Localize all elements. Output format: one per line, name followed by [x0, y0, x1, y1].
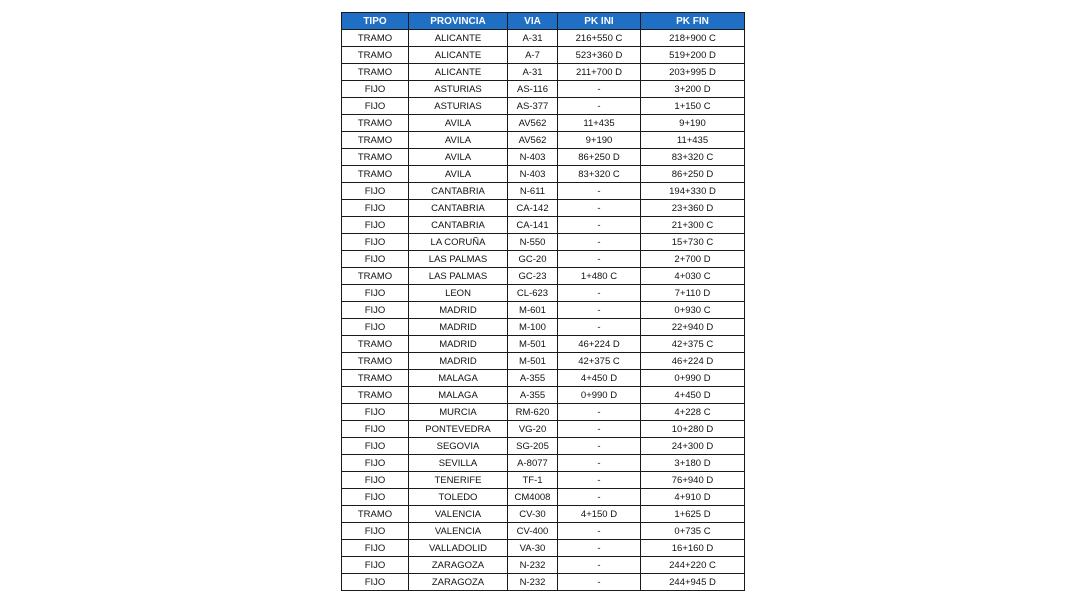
- cell-via: M-100: [508, 319, 558, 336]
- table-row: [342, 251, 745, 268]
- cell-tipo: FIJO: [342, 217, 409, 234]
- cell-pk-fin: 194+330 D: [641, 183, 745, 200]
- cell-provincia: MADRID: [409, 319, 508, 336]
- cell-via: AS-377: [508, 98, 558, 115]
- cell-tipo: FIJO: [342, 302, 409, 319]
- cell-via: CA-142: [508, 200, 558, 217]
- cell-via: M-501: [508, 336, 558, 353]
- cell-pk-ini: -: [558, 472, 641, 489]
- cell-via: CV-400: [508, 523, 558, 540]
- cell-tipo: FIJO: [342, 574, 409, 591]
- table-row: [342, 200, 745, 217]
- cell-tipo: TRAMO: [342, 387, 409, 404]
- table-row: [342, 523, 745, 540]
- cell-tipo: FIJO: [342, 523, 409, 540]
- cell-via: VA-30: [508, 540, 558, 557]
- cell-provincia: SEVILLA: [409, 455, 508, 472]
- cell-pk-ini: 46+224 D: [558, 336, 641, 353]
- cell-tipo: FIJO: [342, 285, 409, 302]
- cell-pk-fin: 15+730 C: [641, 234, 745, 251]
- header-pk-fin: PK FIN: [641, 13, 745, 30]
- table-row: [342, 98, 745, 115]
- cell-pk-ini: 11+435: [558, 115, 641, 132]
- cell-pk-ini: 42+375 C: [558, 353, 641, 370]
- cell-provincia: CANTABRIA: [409, 217, 508, 234]
- cell-tipo: FIJO: [342, 234, 409, 251]
- table-row: [342, 336, 745, 353]
- cell-via: A-31: [508, 30, 558, 47]
- cell-pk-ini: -: [558, 200, 641, 217]
- cell-provincia: SEGOVIA: [409, 438, 508, 455]
- cell-provincia: MADRID: [409, 336, 508, 353]
- cell-tipo: TRAMO: [342, 64, 409, 81]
- cell-pk-fin: 0+930 C: [641, 302, 745, 319]
- cell-tipo: TRAMO: [342, 370, 409, 387]
- cell-via: M-601: [508, 302, 558, 319]
- cell-pk-fin: 1+150 C: [641, 98, 745, 115]
- cell-pk-fin: 3+180 D: [641, 455, 745, 472]
- cell-pk-fin: 244+220 C: [641, 557, 745, 574]
- cell-via: CM4008: [508, 489, 558, 506]
- cell-via: A-355: [508, 370, 558, 387]
- radar-table: [341, 12, 745, 591]
- cell-provincia: LA CORUÑA: [409, 234, 508, 251]
- cell-via: AV562: [508, 132, 558, 149]
- cell-pk-fin: 86+250 D: [641, 166, 745, 183]
- cell-pk-ini: -: [558, 540, 641, 557]
- cell-tipo: FIJO: [342, 319, 409, 336]
- table-row: [342, 183, 745, 200]
- cell-provincia: VALLADOLID: [409, 540, 508, 557]
- cell-tipo: TRAMO: [342, 30, 409, 47]
- cell-pk-fin: 4+228 C: [641, 404, 745, 421]
- cell-tipo: FIJO: [342, 404, 409, 421]
- cell-pk-ini: -: [558, 319, 641, 336]
- cell-pk-fin: 244+945 D: [641, 574, 745, 591]
- cell-pk-ini: -: [558, 81, 641, 98]
- cell-pk-ini: 211+700 D: [558, 64, 641, 81]
- cell-via: CV-30: [508, 506, 558, 523]
- cell-provincia: ALICANTE: [409, 30, 508, 47]
- cell-pk-fin: 10+280 D: [641, 421, 745, 438]
- table-row: [342, 268, 745, 285]
- cell-pk-ini: -: [558, 421, 641, 438]
- cell-pk-fin: 23+360 D: [641, 200, 745, 217]
- table-row: [342, 489, 745, 506]
- cell-tipo: FIJO: [342, 540, 409, 557]
- cell-pk-fin: 1+625 D: [641, 506, 745, 523]
- table-row: [342, 353, 745, 370]
- cell-pk-fin: 2+700 D: [641, 251, 745, 268]
- table-row: [342, 387, 745, 404]
- cell-tipo: FIJO: [342, 81, 409, 98]
- header-tipo: TIPO: [342, 13, 409, 30]
- cell-via: RM-620: [508, 404, 558, 421]
- table-row: [342, 166, 745, 183]
- cell-pk-ini: -: [558, 404, 641, 421]
- cell-provincia: CANTABRIA: [409, 183, 508, 200]
- cell-tipo: TRAMO: [342, 353, 409, 370]
- cell-pk-fin: 16+160 D: [641, 540, 745, 557]
- table-row: [342, 370, 745, 387]
- cell-pk-ini: 4+450 D: [558, 370, 641, 387]
- cell-tipo: FIJO: [342, 200, 409, 217]
- table-header-row: [342, 13, 745, 30]
- table-row: [342, 302, 745, 319]
- cell-provincia: MALAGA: [409, 387, 508, 404]
- cell-via: AS-116: [508, 81, 558, 98]
- table-body: [342, 30, 745, 591]
- cell-pk-ini: -: [558, 557, 641, 574]
- cell-provincia: LAS PALMAS: [409, 251, 508, 268]
- cell-pk-ini: 9+190: [558, 132, 641, 149]
- table-row: [342, 557, 745, 574]
- cell-pk-ini: 1+480 C: [558, 268, 641, 285]
- cell-via: N-232: [508, 557, 558, 574]
- cell-pk-fin: 9+190: [641, 115, 745, 132]
- table-row: [342, 115, 745, 132]
- cell-provincia: ALICANTE: [409, 47, 508, 64]
- cell-provincia: TENERIFE: [409, 472, 508, 489]
- cell-pk-fin: 4+910 D: [641, 489, 745, 506]
- cell-provincia: MADRID: [409, 302, 508, 319]
- cell-via: TF-1: [508, 472, 558, 489]
- header-via: VIA: [508, 13, 558, 30]
- cell-pk-fin: 0+735 C: [641, 523, 745, 540]
- table-row: [342, 64, 745, 81]
- cell-tipo: FIJO: [342, 421, 409, 438]
- cell-pk-ini: 86+250 D: [558, 149, 641, 166]
- cell-provincia: AVILA: [409, 115, 508, 132]
- table-row: [342, 81, 745, 98]
- cell-tipo: TRAMO: [342, 149, 409, 166]
- table-row: [342, 217, 745, 234]
- cell-pk-fin: 0+990 D: [641, 370, 745, 387]
- cell-pk-fin: 519+200 D: [641, 47, 745, 64]
- cell-via: AV562: [508, 115, 558, 132]
- cell-pk-fin: 218+900 C: [641, 30, 745, 47]
- cell-provincia: MADRID: [409, 353, 508, 370]
- cell-provincia: MALAGA: [409, 370, 508, 387]
- cell-tipo: FIJO: [342, 183, 409, 200]
- header-provincia: PROVINCIA: [409, 13, 508, 30]
- cell-pk-ini: -: [558, 251, 641, 268]
- table-row: [342, 455, 745, 472]
- table-row: [342, 506, 745, 523]
- table-row: [342, 540, 745, 557]
- cell-pk-ini: 216+550 C: [558, 30, 641, 47]
- cell-tipo: FIJO: [342, 438, 409, 455]
- cell-provincia: PONTEVEDRA: [409, 421, 508, 438]
- cell-pk-ini: -: [558, 234, 641, 251]
- cell-pk-fin: 203+995 D: [641, 64, 745, 81]
- cell-pk-ini: -: [558, 285, 641, 302]
- cell-provincia: ZARAGOZA: [409, 574, 508, 591]
- header-pk-ini: PK INI: [558, 13, 641, 30]
- cell-pk-fin: 7+110 D: [641, 285, 745, 302]
- cell-provincia: LEON: [409, 285, 508, 302]
- cell-pk-fin: 11+435: [641, 132, 745, 149]
- cell-pk-fin: 24+300 D: [641, 438, 745, 455]
- cell-pk-ini: -: [558, 455, 641, 472]
- cell-tipo: FIJO: [342, 472, 409, 489]
- cell-pk-ini: 4+150 D: [558, 506, 641, 523]
- cell-pk-fin: 76+940 D: [641, 472, 745, 489]
- cell-pk-ini: 523+360 D: [558, 47, 641, 64]
- table-row: [342, 47, 745, 64]
- cell-tipo: FIJO: [342, 455, 409, 472]
- cell-tipo: TRAMO: [342, 506, 409, 523]
- cell-pk-ini: -: [558, 489, 641, 506]
- cell-pk-fin: 4+450 D: [641, 387, 745, 404]
- cell-via: GC-23: [508, 268, 558, 285]
- cell-via: A-355: [508, 387, 558, 404]
- cell-pk-fin: 42+375 C: [641, 336, 745, 353]
- cell-pk-ini: -: [558, 183, 641, 200]
- cell-pk-ini: -: [558, 302, 641, 319]
- cell-tipo: TRAMO: [342, 336, 409, 353]
- cell-pk-ini: 83+320 C: [558, 166, 641, 183]
- cell-pk-ini: -: [558, 438, 641, 455]
- table-row: [342, 438, 745, 455]
- cell-pk-fin: 46+224 D: [641, 353, 745, 370]
- cell-pk-fin: 3+200 D: [641, 81, 745, 98]
- cell-provincia: ASTURIAS: [409, 98, 508, 115]
- cell-via: A-7: [508, 47, 558, 64]
- table-row: [342, 285, 745, 302]
- cell-via: SG-205: [508, 438, 558, 455]
- cell-tipo: TRAMO: [342, 268, 409, 285]
- cell-via: N-611: [508, 183, 558, 200]
- cell-tipo: TRAMO: [342, 132, 409, 149]
- table-row: [342, 149, 745, 166]
- cell-provincia: AVILA: [409, 149, 508, 166]
- cell-via: VG-20: [508, 421, 558, 438]
- cell-via: N-550: [508, 234, 558, 251]
- cell-provincia: VALENCIA: [409, 506, 508, 523]
- cell-pk-fin: 83+320 C: [641, 149, 745, 166]
- cell-tipo: TRAMO: [342, 166, 409, 183]
- cell-via: N-232: [508, 574, 558, 591]
- table-row: [342, 421, 745, 438]
- cell-provincia: LAS PALMAS: [409, 268, 508, 285]
- table-row: [342, 30, 745, 47]
- cell-via: CA-141: [508, 217, 558, 234]
- cell-tipo: TRAMO: [342, 47, 409, 64]
- cell-via: GC-20: [508, 251, 558, 268]
- table-row: [342, 574, 745, 591]
- table-row: [342, 404, 745, 421]
- cell-provincia: AVILA: [409, 132, 508, 149]
- cell-via: A-31: [508, 64, 558, 81]
- cell-tipo: TRAMO: [342, 115, 409, 132]
- cell-via: N-403: [508, 149, 558, 166]
- cell-tipo: FIJO: [342, 557, 409, 574]
- cell-pk-ini: -: [558, 574, 641, 591]
- cell-via: M-501: [508, 353, 558, 370]
- cell-pk-ini: -: [558, 523, 641, 540]
- cell-pk-fin: 22+940 D: [641, 319, 745, 336]
- cell-via: CL-623: [508, 285, 558, 302]
- cell-provincia: ZARAGOZA: [409, 557, 508, 574]
- table-row: [342, 319, 745, 336]
- cell-tipo: FIJO: [342, 251, 409, 268]
- cell-provincia: VALENCIA: [409, 523, 508, 540]
- cell-tipo: FIJO: [342, 489, 409, 506]
- table-row: [342, 234, 745, 251]
- cell-provincia: ALICANTE: [409, 64, 508, 81]
- cell-pk-ini: -: [558, 98, 641, 115]
- cell-provincia: ASTURIAS: [409, 81, 508, 98]
- cell-pk-fin: 21+300 C: [641, 217, 745, 234]
- cell-tipo: FIJO: [342, 98, 409, 115]
- cell-provincia: TOLEDO: [409, 489, 508, 506]
- cell-provincia: CANTABRIA: [409, 200, 508, 217]
- table-row: [342, 472, 745, 489]
- cell-pk-fin: 4+030 C: [641, 268, 745, 285]
- cell-pk-ini: -: [558, 217, 641, 234]
- cell-via: N-403: [508, 166, 558, 183]
- table-row: [342, 132, 745, 149]
- cell-provincia: AVILA: [409, 166, 508, 183]
- cell-provincia: MURCIA: [409, 404, 508, 421]
- cell-pk-ini: 0+990 D: [558, 387, 641, 404]
- cell-via: A-8077: [508, 455, 558, 472]
